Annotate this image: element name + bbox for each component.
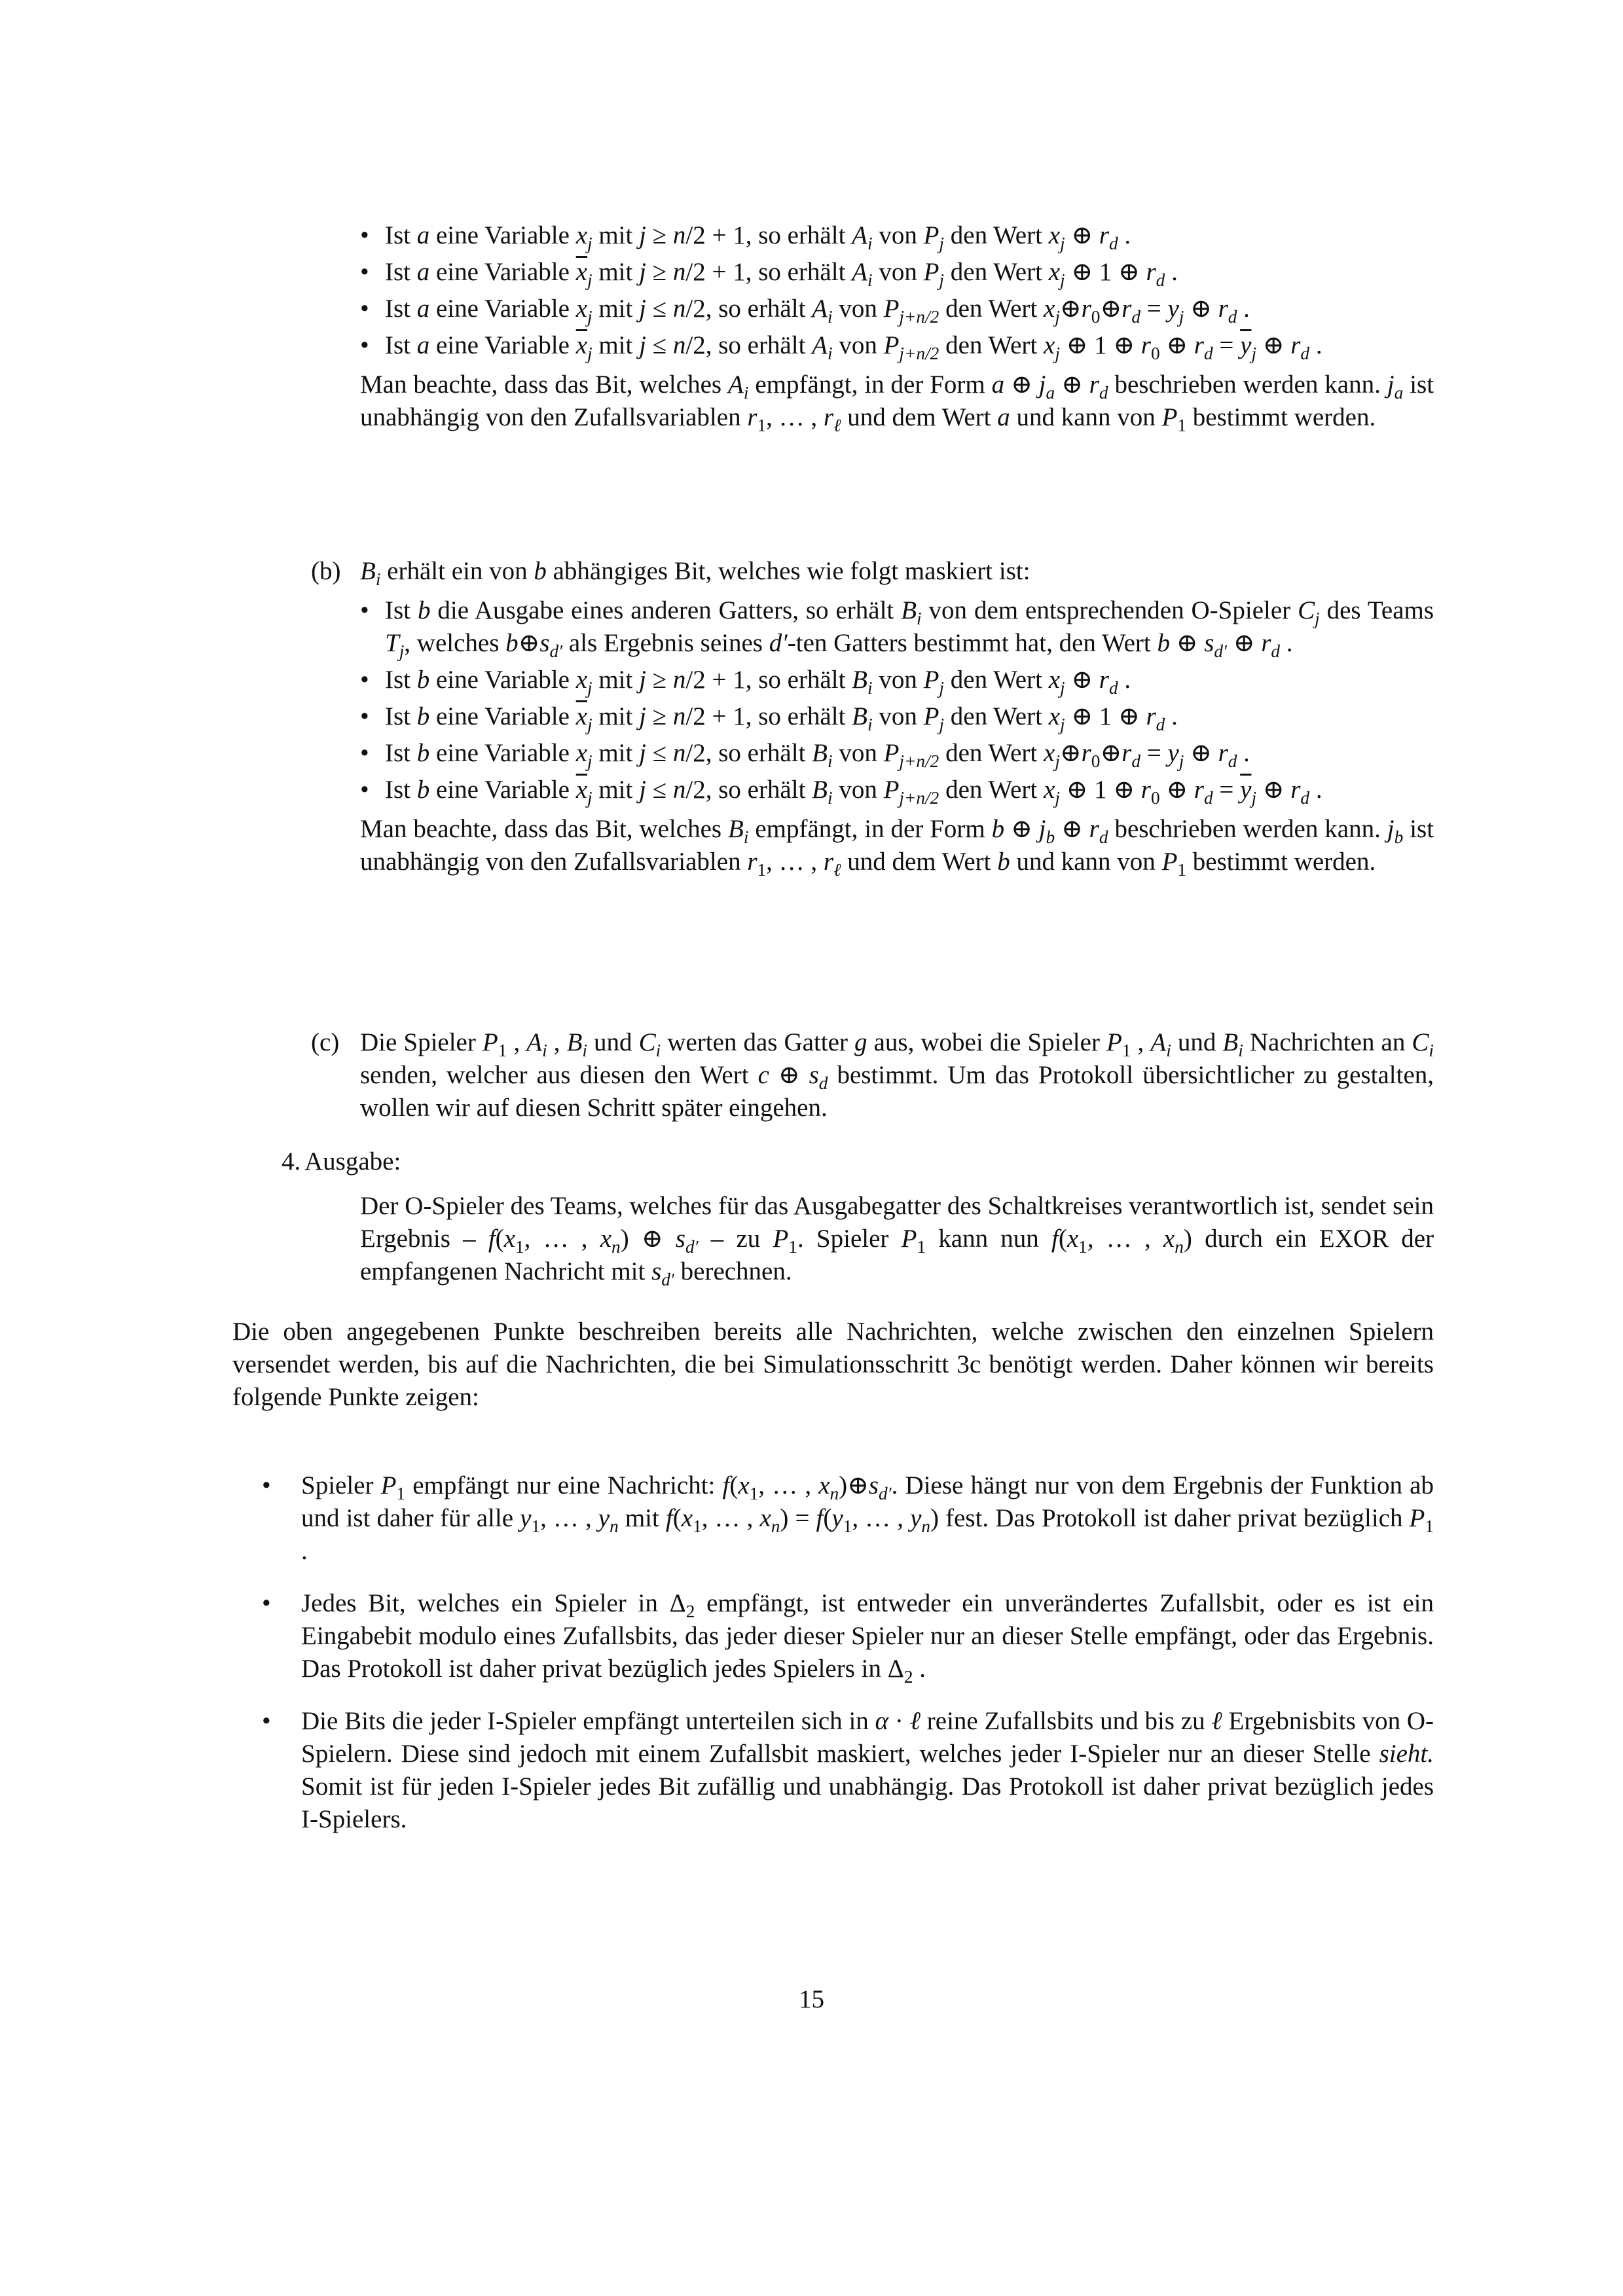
list-item: • Jedes Bit, welches ein Spieler in $\Delta_2$ empfängt, ist entweder ein unverändertes Zufallsbit, oder es ist ein Eingabebit modulo eines Zufallsbits, das jeder dieser Spieler nur an dieser Stelle empfängt, oder das Ergebnis. Das Protokoll ist daher privat bezüglich jedes Spielers in $\Delta_2$ . [262, 1587, 1434, 1685]
list-item: • Spieler $P_1$ empfängt nur eine Nachricht: $f(x_1$, … , $x_n)\oplus s_{d'}$. Diese hängt nur von dem Ergebnis der Funktion ab und ist daher für alle $y_1$, … , $y_n$ mit $f(x_1$, … , $x_n) = f(y_1$, … , $y_n$) fest. Das Protokoll ist daher privat bezüglich $P_1$ . [262, 1469, 1434, 1568]
item-c-text: Die Spieler $P_1$ , $A_i$ , $B_i$ und $C_i$ werten das Gatter g aus, wobei die Spieler $P_1$ , $A_i$ und $B_i$ Nachrichten an $C_i$ senden, welcher aus diesen den Wert c ⊕ $s_d$ bestimmt. Um das Protokoll übersichtlicher zu gestalten, wollen wir auf diesen Schritt später eingehen. [360, 1028, 1434, 1122]
item-a-bullets [360, 219, 1434, 434]
item-b [311, 555, 1434, 878]
list-item: • Ist a eine Variable $x_j$ mit j ≥ n/2 + 1, so erhält $A_i$ von $P_j$ den Wert $x_j$ ⊕ $r_d$ . [360, 219, 1434, 252]
list-item: • Ist b eine Variable $\overline{x}_j$ mit j ≥ n/2 + 1, so erhält $B_i$ von $P_j$ den Wert $x_j$ ⊕ 1 ⊕ $r_d$ . [360, 700, 1434, 733]
note-b: Man beachte, dass das Bit, welches $B_i$ empfängt, in der Form b ⊕ $j_b$ ⊕ $r_d$ beschrieben werden kann. $j_b$ ist unabhängig von den Zufallsvariablen $r_1$, … , $r_\ell$ und dem Wert b und kann von $P_1$ bestimmt werden. [360, 815, 1434, 880]
item-4-text: Der O-Spieler des Teams, welches für das Ausgabegatter des Schaltkreises verantwortlich ist, sendet sein Ergebnis – $f(x_1$, … , $x_n$) ⊕ $s_{d'}$ – zu $P_1$. Spieler $P_1$ kann nun $f(x_1$, … , $x_n$) durch ein EXOR der empfangenen Nachricht mit $s_{d'}$ berechnen. [360, 1192, 1434, 1289]
conclusion-list [262, 1469, 1434, 1856]
list-item: • Ist a eine Variable $\overline{x}_j$ mit j ≤ n/2, so erhält $A_i$ von $P_{j+n/2}$ den Wert $x_j$ ⊕ 1 ⊕ $r_0$ ⊕ $r_d = \overline{y}_j$ ⊕ $r_d$ . [360, 329, 1434, 362]
item-b-label: (b) [311, 557, 341, 585]
list-item: • Ist b eine Variable $\overline{x}_j$ mit j ≤ n/2, so erhält $B_i$ von $P_{j+n/2}$ den Wert $x_j$ ⊕ 1 ⊕ $r_0$ ⊕ $r_d = \overline{y}_j$ ⊕ $r_d$ . [360, 774, 1434, 806]
list-item: • Ist a eine Variable $x_j$ mit j ≤ n/2, so erhält $A_i$ von $P_{j+n/2}$ den Wert $x_j\oplus r_0\oplus r_d = y_j$ ⊕ $r_d$ . [360, 293, 1434, 325]
item-b-intro: $B_i$ erhält ein von b abhängiges Bit, welches wie folgt maskiert ist: [360, 557, 1030, 589]
list-item: • Ist b eine Variable $x_j$ mit j ≥ n/2 + 1, so erhält $B_i$ von $P_j$ den Wert $x_j$ ⊕ $r_d$ . [360, 664, 1434, 696]
item-4-heading: Ausgabe: [304, 1147, 401, 1175]
list-item: • Ist b eine Variable $x_j$ mit j ≤ n/2, so erhält $B_i$ von $P_{j+n/2}$ den Wert $x_j\oplus r_0\oplus r_d = y_j$ ⊕ $r_d$ . [360, 737, 1434, 770]
item-4-number: 4. [282, 1147, 301, 1175]
summary-paragraph: Die oben angegebenen Punkte beschreiben bereits alle Nachrichten, welche zwischen den einzelnen Spielern versendet werden, bis auf die Nachrichten, die bei Simulationsschritt 3c benötigt werden. Daher können wir bereits folgende Punkte zeigen: [232, 1318, 1434, 1411]
note-a: Man beachte, dass das Bit, welches $A_i$ empfängt, in der Form a ⊕ $j_a$ ⊕ $r_d$ beschrieben werden kann. $j_a$ ist unabhängig von den Zufallsvariablen $r_1$, … , $r_\ell$ und dem Wert a und kann von $P_1$ bestimmt werden. [360, 370, 1434, 435]
item-c-label: (c) [311, 1028, 340, 1056]
list-item: • Ist b die Ausgabe eines anderen Gatters, so erhält $B_i$ von dem entsprechenden O-Spieler $C_j$ des Teams $T_j$, welches $b\oplus s_{d'}$ als Ergebnis seines d′-ten Gatters bestimmt hat, den Wert b ⊕ $s_{d'}$ ⊕ $r_d$ . [360, 594, 1434, 660]
page-number: 15 [799, 1985, 824, 2013]
item-c [311, 1026, 1434, 1124]
item-4 [282, 1145, 1434, 1288]
list-item: • Die Bits die jeder I-Spieler empfängt unterteilen sich in α · ℓ reine Zufallsbits und bis zu ℓ Ergebnisbits von O-Spielern. Diese sind jedoch mit einem Zufallsbit maskiert, welches jeder I-Spieler nur an dieser Stelle sieht. Somit ist für jeden I-Spieler jedes Bit zufällig und unabhängig. Das Protokoll ist daher privat bezüglich jedes I-Spielers. [262, 1705, 1434, 1836]
list-item: • Ist a eine Variable $\overline{x}_j$ mit j ≥ n/2 + 1, so erhält $A_i$ von $P_j$ den Wert $x_j$ ⊕ 1 ⊕ $r_d$ . [360, 256, 1434, 289]
